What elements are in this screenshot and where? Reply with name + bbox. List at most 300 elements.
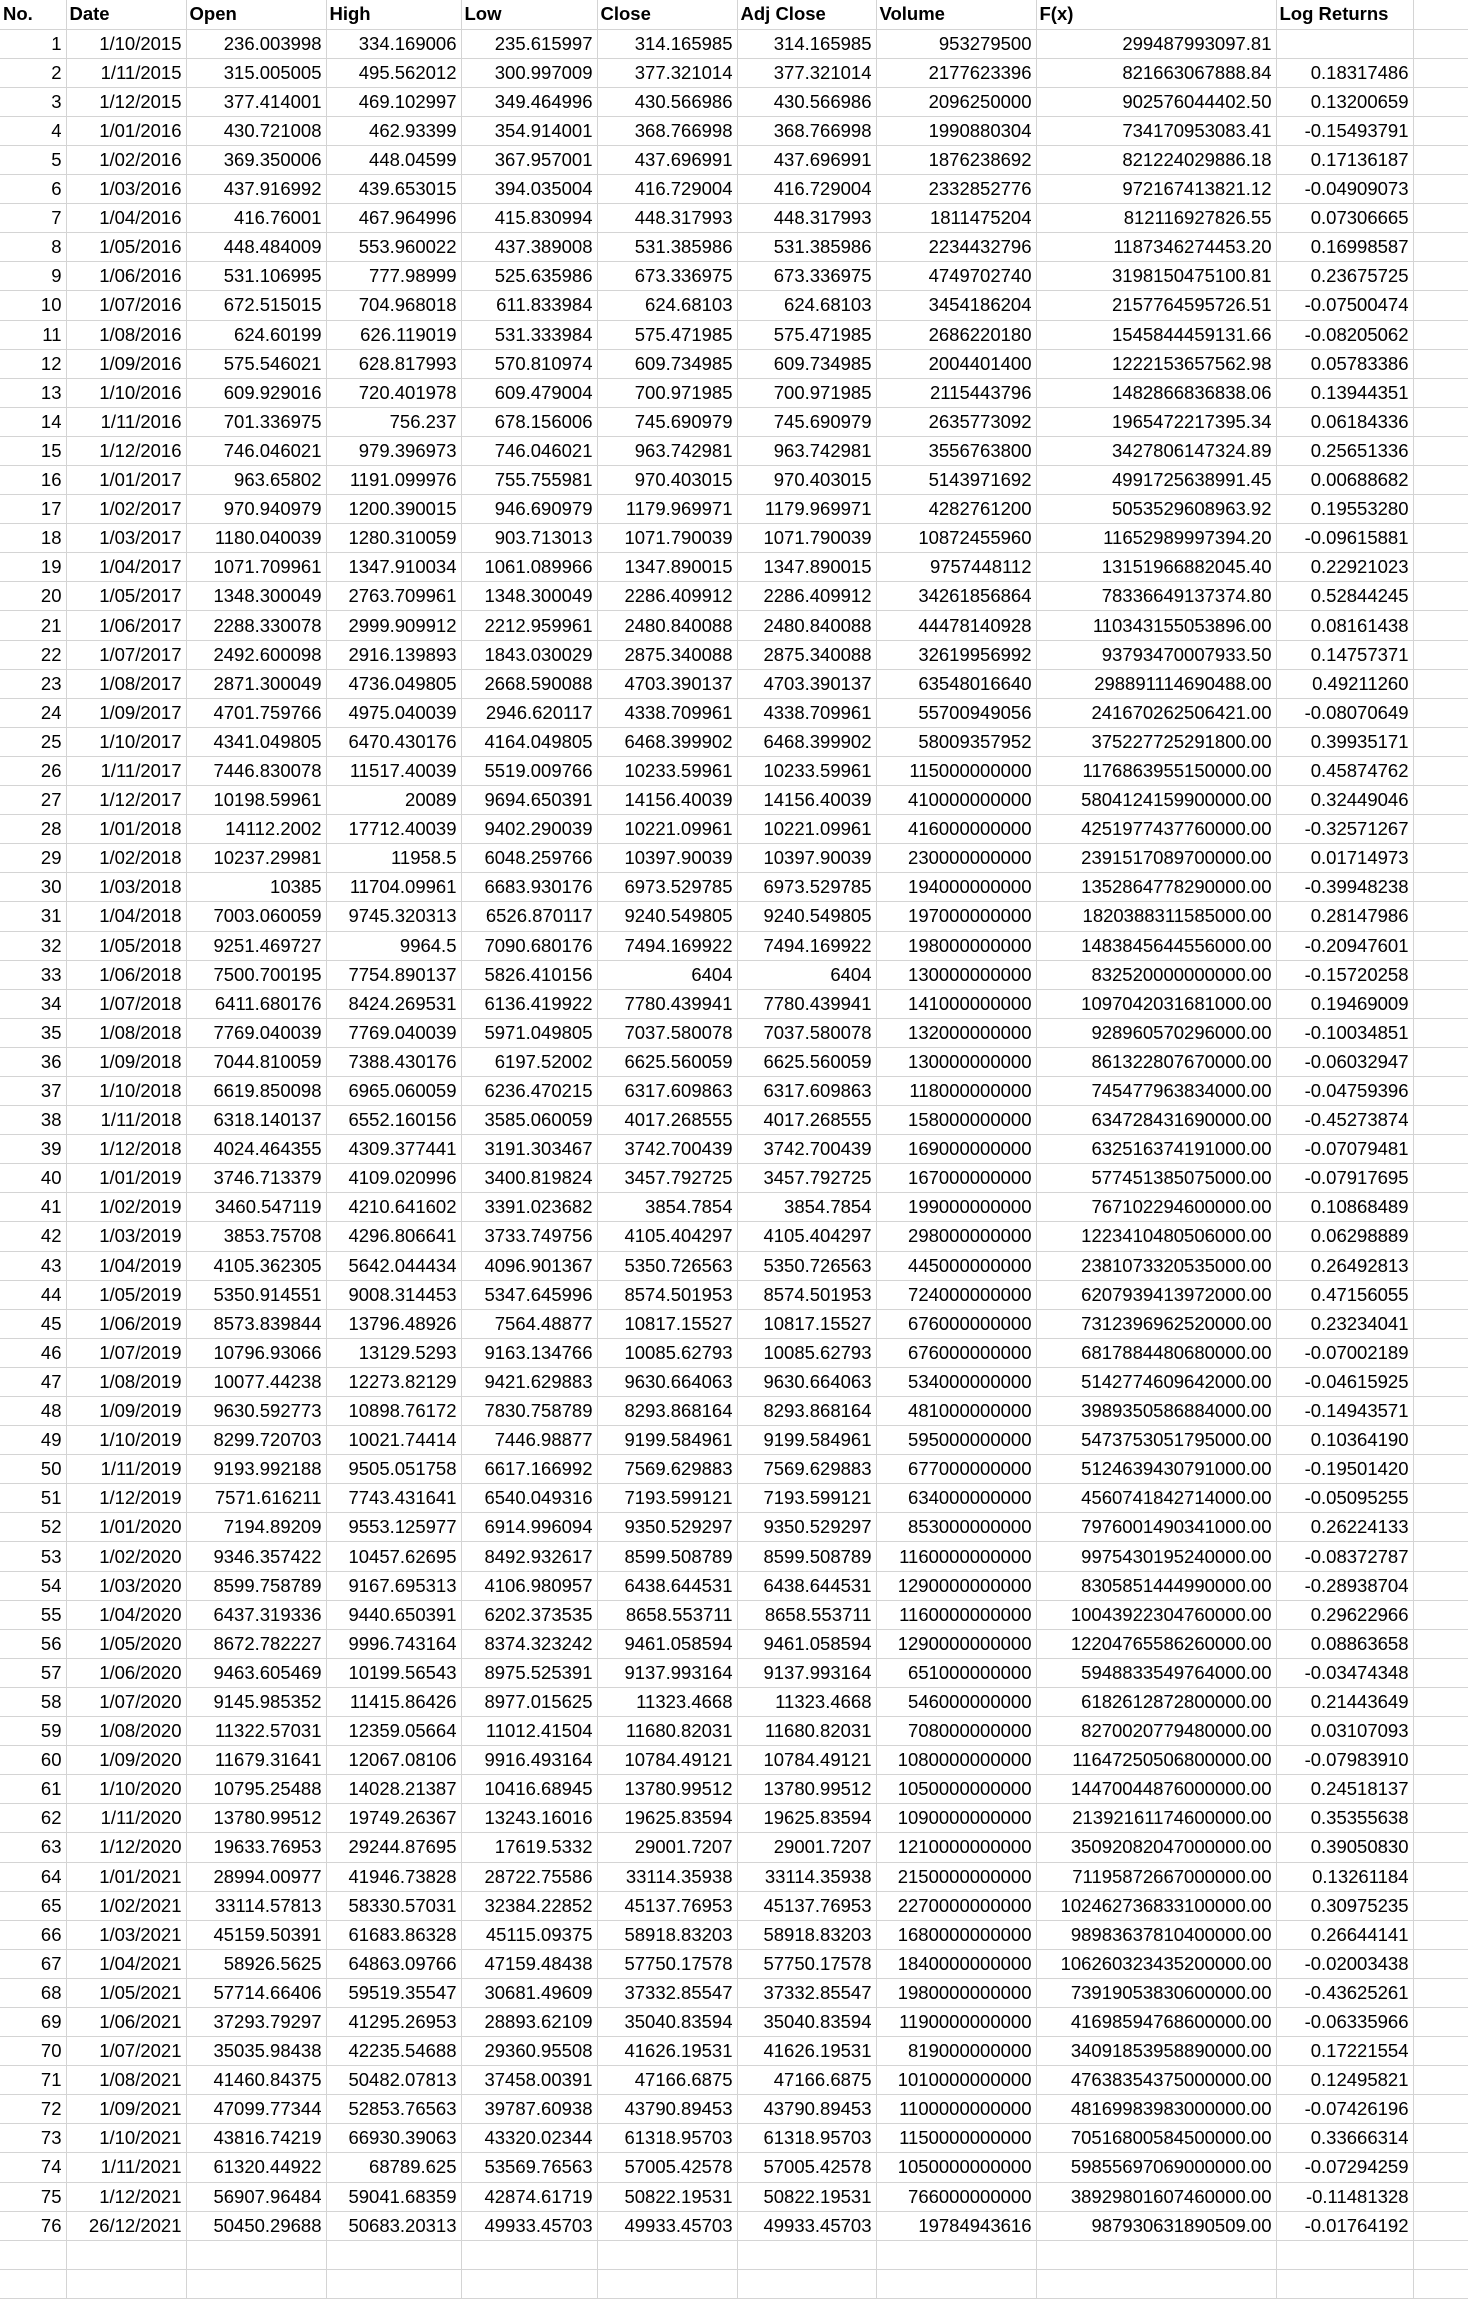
cell-fx[interactable]: 299487993097.81 bbox=[1036, 29, 1276, 58]
cell-log-returns[interactable]: -0.39948238 bbox=[1276, 873, 1413, 902]
cell-adj-close[interactable]: 745.690979 bbox=[737, 407, 876, 436]
cell-volume[interactable]: 2115443796 bbox=[876, 378, 1036, 407]
cell-high[interactable]: 12067.08106 bbox=[326, 1746, 461, 1775]
cell-low[interactable]: 47159.48438 bbox=[461, 1949, 597, 1978]
cell-volume[interactable]: 55700949056 bbox=[876, 698, 1036, 727]
cell-high[interactable]: 13796.48926 bbox=[326, 1309, 461, 1338]
cell-no[interactable]: 69 bbox=[0, 2007, 66, 2036]
cell-low[interactable]: 437.389008 bbox=[461, 233, 597, 262]
cell-fx[interactable]: 812116927826.55 bbox=[1036, 204, 1276, 233]
cell-close[interactable]: 2480.840088 bbox=[597, 611, 737, 640]
cell-empty[interactable] bbox=[1036, 2240, 1276, 2269]
cell-close[interactable]: 1179.969971 bbox=[597, 495, 737, 524]
cell-no[interactable]: 57 bbox=[0, 1658, 66, 1687]
cell-high[interactable]: 1347.910034 bbox=[326, 553, 461, 582]
cell-empty[interactable] bbox=[876, 2240, 1036, 2269]
cell-fx[interactable]: 734170953083.41 bbox=[1036, 116, 1276, 145]
cell-high[interactable]: 448.04599 bbox=[326, 145, 461, 174]
cell-adj-close[interactable]: 4017.268555 bbox=[737, 1106, 876, 1135]
cell-date[interactable]: 1/10/2016 bbox=[66, 378, 186, 407]
cell-date[interactable]: 1/11/2019 bbox=[66, 1455, 186, 1484]
cell-adj-close[interactable]: 3457.792725 bbox=[737, 1164, 876, 1193]
cell-low[interactable]: 3733.749756 bbox=[461, 1222, 597, 1251]
cell-empty[interactable] bbox=[1413, 902, 1468, 931]
cell-empty[interactable] bbox=[1413, 1455, 1468, 1484]
cell-volume[interactable]: 158000000000 bbox=[876, 1106, 1036, 1135]
cell-volume[interactable]: 595000000000 bbox=[876, 1426, 1036, 1455]
cell-open[interactable]: 2871.300049 bbox=[186, 669, 326, 698]
cell-log-returns[interactable]: 0.03107093 bbox=[1276, 1717, 1413, 1746]
cell-adj-close[interactable]: 8293.868164 bbox=[737, 1397, 876, 1426]
cell-adj-close[interactable]: 29001.7207 bbox=[737, 1833, 876, 1862]
cell-empty[interactable] bbox=[1413, 1338, 1468, 1367]
cell-log-returns[interactable]: 0.32449046 bbox=[1276, 786, 1413, 815]
cell-no[interactable]: 6 bbox=[0, 175, 66, 204]
cell-fx[interactable]: 6182612872800000.00 bbox=[1036, 1687, 1276, 1716]
cell-high[interactable]: 6552.160156 bbox=[326, 1106, 461, 1135]
cell-fx[interactable]: 4991725638991.45 bbox=[1036, 466, 1276, 495]
cell-empty[interactable] bbox=[1413, 1542, 1468, 1571]
cell-log-returns[interactable]: 0.25651336 bbox=[1276, 436, 1413, 465]
cell-close[interactable]: 13780.99512 bbox=[597, 1775, 737, 1804]
cell-log-returns[interactable]: -0.04615925 bbox=[1276, 1367, 1413, 1396]
cell-empty[interactable] bbox=[1413, 844, 1468, 873]
cell-fx[interactable]: 7312396962520000.00 bbox=[1036, 1309, 1276, 1338]
cell-volume[interactable]: 1160000000000 bbox=[876, 1600, 1036, 1629]
cell-date[interactable]: 1/12/2017 bbox=[66, 786, 186, 815]
cell-high[interactable]: 10457.62695 bbox=[326, 1542, 461, 1571]
cell-no[interactable]: 44 bbox=[0, 1280, 66, 1309]
cell-low[interactable]: 1061.089966 bbox=[461, 553, 597, 582]
cell-fx[interactable]: 73919053830600000.00 bbox=[1036, 1978, 1276, 2007]
cell-volume[interactable]: 534000000000 bbox=[876, 1367, 1036, 1396]
cell-no[interactable]: 8 bbox=[0, 233, 66, 262]
cell-low[interactable]: 1348.300049 bbox=[461, 582, 597, 611]
cell-high[interactable]: 19749.26367 bbox=[326, 1804, 461, 1833]
cell-no[interactable]: 2 bbox=[0, 58, 66, 87]
cell-date[interactable]: 1/11/2016 bbox=[66, 407, 186, 436]
cell-high[interactable]: 13129.5293 bbox=[326, 1338, 461, 1367]
cell-adj-close[interactable]: 4703.390137 bbox=[737, 669, 876, 698]
cell-adj-close[interactable]: 963.742981 bbox=[737, 436, 876, 465]
cell-adj-close[interactable]: 8574.501953 bbox=[737, 1280, 876, 1309]
cell-no[interactable]: 21 bbox=[0, 611, 66, 640]
cell-high[interactable]: 626.119019 bbox=[326, 320, 461, 349]
cell-low[interactable]: 45115.09375 bbox=[461, 1920, 597, 1949]
cell-log-returns[interactable]: 0.06298889 bbox=[1276, 1222, 1413, 1251]
cell-empty[interactable] bbox=[0, 2269, 66, 2298]
cell-volume[interactable]: 677000000000 bbox=[876, 1455, 1036, 1484]
cell-volume[interactable]: 2635773092 bbox=[876, 407, 1036, 436]
cell-volume[interactable]: 169000000000 bbox=[876, 1135, 1036, 1164]
cell-low[interactable]: 39787.60938 bbox=[461, 2095, 597, 2124]
cell-low[interactable]: 531.333984 bbox=[461, 320, 597, 349]
cell-low[interactable]: 3191.303467 bbox=[461, 1135, 597, 1164]
cell-volume[interactable]: 130000000000 bbox=[876, 960, 1036, 989]
cell-volume[interactable]: 63548016640 bbox=[876, 669, 1036, 698]
cell-fx[interactable]: 2381073320535000.00 bbox=[1036, 1251, 1276, 1280]
cell-empty[interactable] bbox=[1413, 175, 1468, 204]
cell-log-returns[interactable]: -0.05095255 bbox=[1276, 1484, 1413, 1513]
cell-date[interactable]: 1/06/2021 bbox=[66, 2007, 186, 2036]
cell-no[interactable]: 14 bbox=[0, 407, 66, 436]
cell-log-returns[interactable]: 0.21443649 bbox=[1276, 1687, 1413, 1716]
cell-high[interactable]: 2916.139893 bbox=[326, 640, 461, 669]
cell-fx[interactable]: 1223410480506000.00 bbox=[1036, 1222, 1276, 1251]
cell-empty[interactable] bbox=[1413, 640, 1468, 669]
cell-volume[interactable]: 546000000000 bbox=[876, 1687, 1036, 1716]
cell-open[interactable]: 236.003998 bbox=[186, 29, 326, 58]
cell-date[interactable]: 1/12/2018 bbox=[66, 1135, 186, 1164]
cell-date[interactable]: 1/07/2017 bbox=[66, 640, 186, 669]
cell-high[interactable]: 50482.07813 bbox=[326, 2066, 461, 2095]
cell-close[interactable]: 7780.439941 bbox=[597, 989, 737, 1018]
cell-date[interactable]: 1/05/2016 bbox=[66, 233, 186, 262]
cell-no[interactable]: 59 bbox=[0, 1717, 66, 1746]
cell-empty[interactable] bbox=[1276, 2240, 1413, 2269]
cell-no[interactable]: 75 bbox=[0, 2182, 66, 2211]
cell-volume[interactable]: 2004401400 bbox=[876, 349, 1036, 378]
cell-no[interactable]: 38 bbox=[0, 1106, 66, 1135]
cell-fx[interactable]: 861322807670000.00 bbox=[1036, 1047, 1276, 1076]
cell-close[interactable]: 8293.868164 bbox=[597, 1397, 737, 1426]
cell-fx[interactable]: 1187346274453.20 bbox=[1036, 233, 1276, 262]
cell-high[interactable]: 628.817993 bbox=[326, 349, 461, 378]
cell-empty[interactable] bbox=[1413, 1571, 1468, 1600]
cell-low[interactable]: 609.479004 bbox=[461, 378, 597, 407]
cell-volume[interactable]: 1090000000000 bbox=[876, 1804, 1036, 1833]
cell-log-returns[interactable]: 0.13944351 bbox=[1276, 378, 1413, 407]
cell-fx[interactable]: 767102294600000.00 bbox=[1036, 1193, 1276, 1222]
cell-adj-close[interactable]: 7037.580078 bbox=[737, 1018, 876, 1047]
cell-open[interactable]: 11679.31641 bbox=[186, 1746, 326, 1775]
cell-adj-close[interactable]: 41626.19531 bbox=[737, 2037, 876, 2066]
cell-log-returns[interactable]: 0.45874762 bbox=[1276, 756, 1413, 785]
cell-fx[interactable]: 6207939413972000.00 bbox=[1036, 1280, 1276, 1309]
cell-adj-close[interactable]: 10221.09961 bbox=[737, 815, 876, 844]
cell-adj-close[interactable]: 33114.35938 bbox=[737, 1862, 876, 1891]
cell-log-returns[interactable]: -0.07294259 bbox=[1276, 2153, 1413, 2182]
cell-date[interactable]: 1/12/2016 bbox=[66, 436, 186, 465]
cell-date[interactable]: 1/09/2020 bbox=[66, 1746, 186, 1775]
cell-empty[interactable] bbox=[1413, 1193, 1468, 1222]
cell-date[interactable]: 1/03/2016 bbox=[66, 175, 186, 204]
cell-low[interactable]: 6136.419922 bbox=[461, 989, 597, 1018]
cell-low[interactable]: 903.713013 bbox=[461, 524, 597, 553]
cell-log-returns[interactable]: -0.15720258 bbox=[1276, 960, 1413, 989]
cell-high[interactable]: 7743.431641 bbox=[326, 1484, 461, 1513]
cell-adj-close[interactable]: 58918.83203 bbox=[737, 1920, 876, 1949]
cell-close[interactable]: 6973.529785 bbox=[597, 873, 737, 902]
cell-close[interactable]: 37332.85547 bbox=[597, 1978, 737, 2007]
cell-low[interactable]: 3391.023682 bbox=[461, 1193, 597, 1222]
cell-date[interactable]: 1/09/2021 bbox=[66, 2095, 186, 2124]
cell-close[interactable]: 1071.790039 bbox=[597, 524, 737, 553]
cell-no[interactable]: 58 bbox=[0, 1687, 66, 1716]
cell-date[interactable]: 1/11/2017 bbox=[66, 756, 186, 785]
cell-empty[interactable] bbox=[0, 2240, 66, 2269]
cell-log-returns[interactable]: 0.08161438 bbox=[1276, 611, 1413, 640]
cell-empty[interactable] bbox=[1413, 29, 1468, 58]
cell-high[interactable]: 20089 bbox=[326, 786, 461, 815]
cell-empty[interactable] bbox=[1413, 2066, 1468, 2095]
cell-log-returns[interactable]: -0.03474348 bbox=[1276, 1658, 1413, 1687]
cell-volume[interactable]: 634000000000 bbox=[876, 1484, 1036, 1513]
cell-volume[interactable]: 1160000000000 bbox=[876, 1542, 1036, 1571]
cell-date[interactable]: 1/02/2018 bbox=[66, 844, 186, 873]
cell-open[interactable]: 9630.592773 bbox=[186, 1397, 326, 1426]
cell-fx[interactable]: 902576044402.50 bbox=[1036, 87, 1276, 116]
cell-fx[interactable]: 375227725291800.00 bbox=[1036, 727, 1276, 756]
header-date[interactable]: Date bbox=[66, 0, 186, 29]
cell-close[interactable]: 29001.7207 bbox=[597, 1833, 737, 1862]
cell-empty[interactable] bbox=[1413, 2153, 1468, 2182]
cell-close[interactable]: 7494.169922 bbox=[597, 931, 737, 960]
cell-volume[interactable]: 3556763800 bbox=[876, 436, 1036, 465]
cell-fx[interactable]: 4560741842714000.00 bbox=[1036, 1484, 1276, 1513]
cell-adj-close[interactable]: 970.403015 bbox=[737, 466, 876, 495]
cell-adj-close[interactable]: 6973.529785 bbox=[737, 873, 876, 902]
cell-open[interactable]: 3746.713379 bbox=[186, 1164, 326, 1193]
cell-fx[interactable]: 5948833549764000.00 bbox=[1036, 1658, 1276, 1687]
cell-open[interactable]: 4024.464355 bbox=[186, 1135, 326, 1164]
cell-empty[interactable] bbox=[1413, 1106, 1468, 1135]
cell-open[interactable]: 369.350006 bbox=[186, 145, 326, 174]
cell-low[interactable]: 3400.819824 bbox=[461, 1164, 597, 1193]
cell-close[interactable]: 700.971985 bbox=[597, 378, 737, 407]
cell-log-returns[interactable]: -0.04909073 bbox=[1276, 175, 1413, 204]
cell-open[interactable]: 19633.76953 bbox=[186, 1833, 326, 1862]
cell-log-returns[interactable]: 0.06184336 bbox=[1276, 407, 1413, 436]
cell-close[interactable]: 14156.40039 bbox=[597, 786, 737, 815]
header-low[interactable]: Low bbox=[461, 0, 597, 29]
cell-open[interactable]: 28994.00977 bbox=[186, 1862, 326, 1891]
cell-open[interactable]: 2288.330078 bbox=[186, 611, 326, 640]
cell-log-returns[interactable]: 0.13261184 bbox=[1276, 1862, 1413, 1891]
cell-no[interactable]: 53 bbox=[0, 1542, 66, 1571]
cell-log-returns[interactable]: 0.08863658 bbox=[1276, 1629, 1413, 1658]
cell-empty[interactable] bbox=[597, 2269, 737, 2298]
cell-high[interactable]: 979.396973 bbox=[326, 436, 461, 465]
cell-log-returns[interactable]: 0.39050830 bbox=[1276, 1833, 1413, 1862]
cell-low[interactable]: 6197.52002 bbox=[461, 1047, 597, 1076]
cell-fx[interactable]: 38929801607460000.00 bbox=[1036, 2182, 1276, 2211]
cell-no[interactable]: 33 bbox=[0, 960, 66, 989]
cell-date[interactable]: 1/04/2019 bbox=[66, 1251, 186, 1280]
cell-fx[interactable]: 1820388311585000.00 bbox=[1036, 902, 1276, 931]
cell-low[interactable]: 6048.259766 bbox=[461, 844, 597, 873]
cell-open[interactable]: 41460.84375 bbox=[186, 2066, 326, 2095]
cell-no[interactable]: 46 bbox=[0, 1338, 66, 1367]
cell-high[interactable]: 42235.54688 bbox=[326, 2037, 461, 2066]
cell-volume[interactable]: 1290000000000 bbox=[876, 1629, 1036, 1658]
cell-volume[interactable]: 141000000000 bbox=[876, 989, 1036, 1018]
cell-volume[interactable]: 1190000000000 bbox=[876, 2007, 1036, 2036]
cell-date[interactable]: 1/08/2020 bbox=[66, 1717, 186, 1746]
cell-log-returns[interactable]: -0.08372787 bbox=[1276, 1542, 1413, 1571]
cell-empty[interactable] bbox=[1413, 989, 1468, 1018]
cell-high[interactable]: 6470.430176 bbox=[326, 727, 461, 756]
cell-no[interactable]: 70 bbox=[0, 2037, 66, 2066]
cell-fx[interactable]: 47638354375000000.00 bbox=[1036, 2066, 1276, 2095]
cell-high[interactable]: 469.102997 bbox=[326, 87, 461, 116]
cell-date[interactable]: 1/02/2020 bbox=[66, 1542, 186, 1571]
cell-date[interactable]: 1/10/2020 bbox=[66, 1775, 186, 1804]
cell-log-returns[interactable]: -0.07079481 bbox=[1276, 1135, 1413, 1164]
cell-high[interactable]: 11704.09961 bbox=[326, 873, 461, 902]
cell-adj-close[interactable]: 57750.17578 bbox=[737, 1949, 876, 1978]
cell-log-returns[interactable]: -0.45273874 bbox=[1276, 1106, 1413, 1135]
cell-no[interactable]: 60 bbox=[0, 1746, 66, 1775]
cell-high[interactable]: 1191.099976 bbox=[326, 466, 461, 495]
cell-open[interactable]: 7446.830078 bbox=[186, 756, 326, 785]
cell-date[interactable]: 1/03/2017 bbox=[66, 524, 186, 553]
cell-no[interactable]: 72 bbox=[0, 2095, 66, 2124]
cell-high[interactable]: 704.968018 bbox=[326, 291, 461, 320]
cell-fx[interactable]: 5053529608963.92 bbox=[1036, 495, 1276, 524]
cell-no[interactable]: 29 bbox=[0, 844, 66, 873]
cell-empty[interactable] bbox=[326, 2240, 461, 2269]
cell-no[interactable]: 5 bbox=[0, 145, 66, 174]
cell-high[interactable]: 41295.26953 bbox=[326, 2007, 461, 2036]
cell-close[interactable]: 6625.560059 bbox=[597, 1047, 737, 1076]
cell-empty[interactable] bbox=[1413, 1804, 1468, 1833]
cell-adj-close[interactable]: 700.971985 bbox=[737, 378, 876, 407]
cell-high[interactable]: 8424.269531 bbox=[326, 989, 461, 1018]
cell-date[interactable]: 1/07/2018 bbox=[66, 989, 186, 1018]
cell-empty[interactable] bbox=[1413, 1397, 1468, 1426]
cell-high[interactable]: 9553.125977 bbox=[326, 1513, 461, 1542]
cell-close[interactable]: 33114.35938 bbox=[597, 1862, 737, 1891]
cell-adj-close[interactable]: 575.471985 bbox=[737, 320, 876, 349]
cell-fx[interactable]: 3427806147324.89 bbox=[1036, 436, 1276, 465]
cell-low[interactable]: 17619.5332 bbox=[461, 1833, 597, 1862]
cell-empty[interactable] bbox=[1413, 291, 1468, 320]
cell-log-returns[interactable]: -0.19501420 bbox=[1276, 1455, 1413, 1484]
cell-adj-close[interactable]: 5350.726563 bbox=[737, 1251, 876, 1280]
cell-log-returns[interactable]: 0.17221554 bbox=[1276, 2037, 1413, 2066]
cell-volume[interactable]: 2270000000000 bbox=[876, 1891, 1036, 1920]
cell-open[interactable]: 5350.914551 bbox=[186, 1280, 326, 1309]
cell-empty[interactable] bbox=[1413, 2037, 1468, 2066]
cell-log-returns[interactable]: 0.23234041 bbox=[1276, 1309, 1413, 1338]
cell-no[interactable]: 13 bbox=[0, 378, 66, 407]
cell-open[interactable]: 43816.74219 bbox=[186, 2124, 326, 2153]
cell-high[interactable]: 777.98999 bbox=[326, 262, 461, 291]
cell-adj-close[interactable]: 2480.840088 bbox=[737, 611, 876, 640]
cell-open[interactable]: 6619.850098 bbox=[186, 1076, 326, 1105]
cell-low[interactable]: 2946.620117 bbox=[461, 698, 597, 727]
cell-close[interactable]: 57750.17578 bbox=[597, 1949, 737, 1978]
cell-log-returns[interactable]: -0.01764192 bbox=[1276, 2211, 1413, 2240]
cell-low[interactable]: 354.914001 bbox=[461, 116, 597, 145]
cell-empty[interactable] bbox=[737, 2269, 876, 2298]
cell-date[interactable]: 1/10/2017 bbox=[66, 727, 186, 756]
cell-log-returns[interactable]: 0.13200659 bbox=[1276, 87, 1413, 116]
cell-empty[interactable] bbox=[737, 2240, 876, 2269]
cell-date[interactable]: 1/03/2018 bbox=[66, 873, 186, 902]
cell-empty[interactable] bbox=[1413, 1076, 1468, 1105]
cell-volume[interactable]: 130000000000 bbox=[876, 1047, 1036, 1076]
cell-high[interactable]: 11415.86426 bbox=[326, 1687, 461, 1716]
cell-adj-close[interactable]: 7780.439941 bbox=[737, 989, 876, 1018]
cell-fx[interactable]: 1222153657562.98 bbox=[1036, 349, 1276, 378]
cell-open[interactable]: 58926.5625 bbox=[186, 1949, 326, 1978]
cell-close[interactable]: 745.690979 bbox=[597, 407, 737, 436]
cell-adj-close[interactable]: 6404 bbox=[737, 960, 876, 989]
cell-date[interactable]: 1/08/2016 bbox=[66, 320, 186, 349]
cell-low[interactable]: 7564.48877 bbox=[461, 1309, 597, 1338]
cell-high[interactable]: 14028.21387 bbox=[326, 1775, 461, 1804]
cell-no[interactable]: 16 bbox=[0, 466, 66, 495]
cell-low[interactable]: 42874.61719 bbox=[461, 2182, 597, 2211]
cell-date[interactable]: 1/01/2019 bbox=[66, 1164, 186, 1193]
cell-open[interactable]: 8599.758789 bbox=[186, 1571, 326, 1600]
cell-volume[interactable]: 2177623396 bbox=[876, 58, 1036, 87]
cell-low[interactable]: 28722.75586 bbox=[461, 1862, 597, 1891]
cell-log-returns[interactable]: 0.26224133 bbox=[1276, 1513, 1413, 1542]
cell-empty[interactable] bbox=[1413, 1658, 1468, 1687]
header-open[interactable]: Open bbox=[186, 0, 326, 29]
cell-adj-close[interactable]: 10233.59961 bbox=[737, 756, 876, 785]
cell-date[interactable]: 1/12/2021 bbox=[66, 2182, 186, 2211]
cell-open[interactable]: 10795.25488 bbox=[186, 1775, 326, 1804]
cell-close[interactable]: 41626.19531 bbox=[597, 2037, 737, 2066]
cell-close[interactable]: 8658.553711 bbox=[597, 1600, 737, 1629]
cell-no[interactable]: 3 bbox=[0, 87, 66, 116]
cell-log-returns[interactable]: -0.43625261 bbox=[1276, 1978, 1413, 2007]
cell-low[interactable]: 5347.645996 bbox=[461, 1280, 597, 1309]
cell-low[interactable]: 746.046021 bbox=[461, 436, 597, 465]
cell-fx[interactable]: 298891114690488.00 bbox=[1036, 669, 1276, 698]
cell-open[interactable]: 10237.29981 bbox=[186, 844, 326, 873]
cell-high[interactable]: 9996.743164 bbox=[326, 1629, 461, 1658]
cell-volume[interactable]: 132000000000 bbox=[876, 1018, 1036, 1047]
cell-fx[interactable]: 2157764595726.51 bbox=[1036, 291, 1276, 320]
cell-date[interactable]: 26/12/2021 bbox=[66, 2211, 186, 2240]
cell-log-returns[interactable]: 0.26644141 bbox=[1276, 1920, 1413, 1949]
cell-no[interactable]: 23 bbox=[0, 669, 66, 698]
cell-no[interactable]: 56 bbox=[0, 1629, 66, 1658]
cell-no[interactable]: 11 bbox=[0, 320, 66, 349]
cell-fx[interactable]: 102462736833100000.00 bbox=[1036, 1891, 1276, 1920]
cell-date[interactable]: 1/01/2018 bbox=[66, 815, 186, 844]
cell-empty[interactable] bbox=[1413, 1833, 1468, 1862]
cell-no[interactable]: 9 bbox=[0, 262, 66, 291]
cell-empty[interactable] bbox=[1413, 2007, 1468, 2036]
cell-volume[interactable]: 1680000000000 bbox=[876, 1920, 1036, 1949]
cell-close[interactable]: 4338.709961 bbox=[597, 698, 737, 727]
cell-no[interactable]: 25 bbox=[0, 727, 66, 756]
cell-close[interactable]: 7037.580078 bbox=[597, 1018, 737, 1047]
cell-empty[interactable] bbox=[1413, 1978, 1468, 2007]
cell-adj-close[interactable]: 9630.664063 bbox=[737, 1367, 876, 1396]
cell-close[interactable]: 531.385986 bbox=[597, 233, 737, 262]
cell-empty[interactable] bbox=[1413, 2095, 1468, 2124]
cell-close[interactable]: 6438.644531 bbox=[597, 1571, 737, 1600]
cell-fx[interactable]: 10043922304760000.00 bbox=[1036, 1600, 1276, 1629]
cell-open[interactable]: 61320.44922 bbox=[186, 2153, 326, 2182]
cell-open[interactable]: 8672.782227 bbox=[186, 1629, 326, 1658]
cell-volume[interactable]: 676000000000 bbox=[876, 1309, 1036, 1338]
cell-date[interactable]: 1/07/2019 bbox=[66, 1338, 186, 1367]
cell-date[interactable]: 1/02/2016 bbox=[66, 145, 186, 174]
cell-adj-close[interactable]: 37332.85547 bbox=[737, 1978, 876, 2007]
cell-adj-close[interactable]: 531.385986 bbox=[737, 233, 876, 262]
cell-high[interactable]: 9505.051758 bbox=[326, 1455, 461, 1484]
cell-low[interactable]: 37458.00391 bbox=[461, 2066, 597, 2095]
cell-volume[interactable]: 19784943616 bbox=[876, 2211, 1036, 2240]
